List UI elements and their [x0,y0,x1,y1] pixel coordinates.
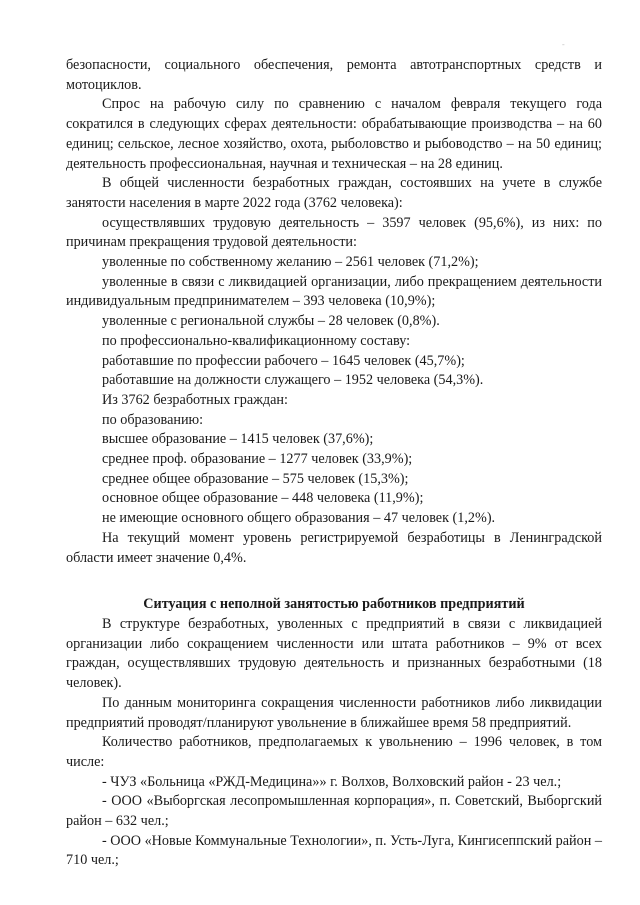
list-item-company-1: - ЧУЗ «Больница «РЖД-Медицина»» г. Волхов, Волховский район - 23 чел.; [102,773,562,790]
list-heading-qualification: по профессионально-квалификационному составу: [102,332,411,349]
page-mark: - [562,40,565,49]
list-item-liquidation: уволенные в связи с ликвидацией организации, либо прекращением деятельности индивидуальным предпринимателем – 393 человека (10,9%); [66,273,602,310]
list-item-regional-service: уволенные с региональной службы – 28 человек (0,8%). [102,313,440,330]
paragraph-of-3762: Из 3762 безработных граждан: [102,391,288,408]
list-item-worker: работавшие по профессии рабочего – 1645 человек (45,7%); [102,352,465,369]
section-gap [66,568,602,595]
list-item-company-3: - ООО «Новые Коммунальные Технологии», п. Усть-Луга, Кингисеппский район – 710 чел.; [66,832,602,869]
list-item-vocational-education: среднее проф. образование – 1277 человек (33,9%); [102,451,413,468]
list-item-higher-education: высшее образование – 1415 человек (37,6%); [102,431,374,448]
paragraph-continuation: безопасности, социального обеспечения, ремонта автотранспортных средств и мотоциклов. [66,57,602,93]
list-item-own-will: уволенные по собственному желанию – 2561 человек (71,2%); [102,254,479,271]
list-item-no-basic: не имеющие основного общего образования – 47 человек (1,2%). [102,510,496,527]
list-item-company-2: - ООО «Выборгская лесопромышленная корпорация», п. Советский, Выборгский район – 632 чел.; [66,793,602,830]
paragraph-monitoring: По данным мониторинга сокращения численности работников либо ликвидации предприятий проводят/планируют увольнение в ближайшее время 58 предприятий. [66,694,602,731]
paragraph-employed-before: осуществлявших трудовую деятельность – 3597 человек (95,6%), из них: по причинам прекращения трудовой деятельности: [66,214,602,251]
list-item-secondary-general: среднее общее образование – 575 человек (15,3%); [102,470,409,487]
paragraph-unemployed-total: В общей численности безработных граждан, состоявших на учете в службе занятости населения в марте 2022 года (3762 человека): [66,175,602,211]
list-heading-education: по образованию: [102,411,204,428]
list-item-basic-general: основное общее образование – 448 человека (11,9%); [102,490,424,507]
paragraph-dismissal-count: Количество работников, предполагаемых к увольнению – 1996 человек, в том числе: [66,734,602,770]
paragraph-demand-decrease: Спрос на рабочую силу по сравнению с началом февраля текущего года сократился в следующих сферах деятельности: обрабатывающие производства – на 60 единиц; сельское, лесное хозяйство, охота, рыболовство и рыбоводство – на 50 единиц; деятельность профессиональная, научная и техническая – на 28 единиц. [66,96,602,172]
paragraph-unemployment-rate: На текущий момент уровень регистрируемой безработицы в Ленинградской области имеет значение 0,4%. [66,529,602,566]
section-heading: Ситуация с неполной занятостью работников предприятий [143,596,525,613]
paragraph-structure: В структуре безработных, уволенных с предприятий в связи с ликвидацией организации либо сокращением численности или штата работников – 9% от всех граждан, осуществлявших трудовую деятельность и признанных безработными (18 человек). [66,615,602,692]
list-item-employee: работавшие на должности служащего – 1952 человека (54,3%). [102,372,484,389]
document-body [66,56,602,871]
